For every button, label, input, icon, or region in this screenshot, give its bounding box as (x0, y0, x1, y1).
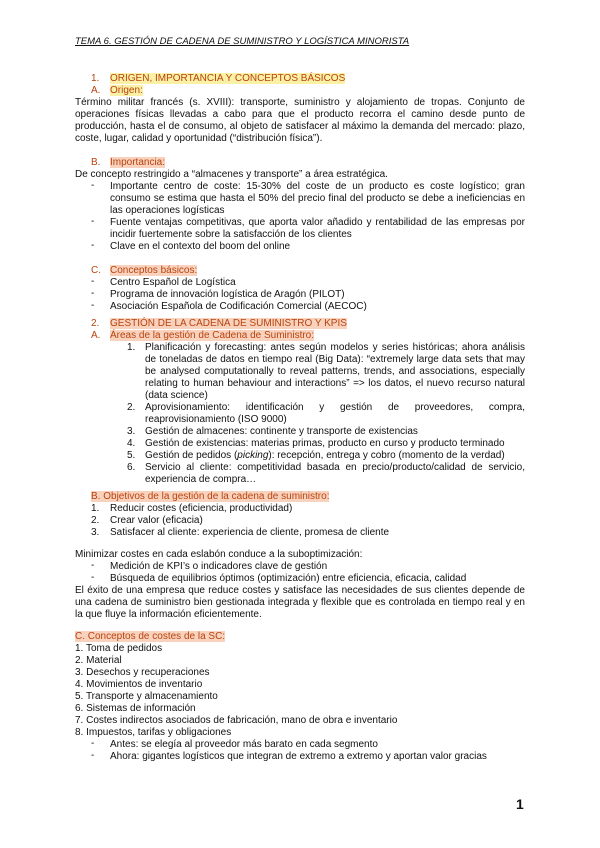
cost-item: 2. Material (75, 655, 122, 666)
area-line-picking: Gestión de pedidos (picking): recepción, entrega y cobro (momento de la verdad) (145, 450, 505, 461)
section-2-number: 2. (91, 318, 100, 329)
area-number: 4. (127, 438, 136, 449)
bullet-dash: - (91, 240, 95, 251)
cost-item: 1. Toma de pedidos (75, 643, 163, 654)
basic-concept-item: Programa de innovación logística de Aragón (PILOT) (110, 289, 345, 300)
cost-item: 7. Costes indirectos asociados de fabricación, mano de obra e inventario (75, 715, 398, 726)
objective-item: Satisfacer al cliente: experiencia de cliente, promesa de cliente (110, 527, 390, 538)
bullet-dash: - (91, 572, 95, 583)
area-number: 1. (127, 342, 136, 353)
area-number: 5. (127, 450, 136, 461)
importance-bullet-line: Importante centro de coste: 15-30% del coste de un producto es coste logístico; gran (110, 181, 525, 192)
section-2b-title: B. Objetivos de la gestión de la cadena de suministro: (91, 491, 330, 502)
area-line: Planificación y forecasting: antes según modelos y series históricas; ahora análisis (145, 342, 525, 353)
area-line: Gestión de existencias: materias primas, producto en curso y producto terminado (145, 438, 505, 449)
objective-item: Reducir costes (eficiencia, productividad) (110, 503, 293, 514)
bullet-dash: - (91, 180, 95, 191)
area-number: 2. (127, 402, 136, 413)
area-line: experiencia de compra… (145, 474, 257, 485)
bullet-dash: - (91, 738, 95, 749)
objective-item: Crear valor (eficacia) (110, 515, 203, 526)
cost-item: 8. Impuestos, tarifas y obligaciones (75, 727, 232, 738)
origin-line: Término militar francés (s. XVIII): transporte, suministro y alojamiento de tropas. Conjunto de (75, 97, 525, 108)
importance-intro: De concepto restringido a “almacenes y transporte” a área estratégica. (75, 169, 388, 180)
section-1-number: 1. (91, 73, 100, 84)
section-2a-title: Áreas de la gestión de Cadena de Suministro: (110, 330, 315, 341)
area-line: reaprovisionamiento (ISO 9000) (145, 414, 287, 425)
success-line: una cadena de suministro bien gestionada integrada y flexible que es controlada en tiempo real y en (75, 597, 525, 608)
page-header: TEMA 6. GESTIÓN DE CADENA DE SUMINISTRO Y LOGÍSTICA MINORISTA (75, 36, 410, 47)
section-2a-letter: A. (91, 330, 101, 341)
objective-number: 2. (91, 515, 100, 526)
section-1b-title: Importancia: (110, 157, 166, 168)
origin-line: producción, hasta el de consumo, al objeto de satisfacer al máximo la demanda del mercado: plazo, (75, 121, 525, 132)
bullet-dash: - (91, 276, 95, 287)
section-1a-letter: A. (91, 85, 101, 96)
cost-item: 6. Sistemas de información (75, 703, 196, 714)
importance-bullet-line: incidir fuertemente sobre la satisfacción de los clientes (110, 229, 352, 240)
suboptimization-bullet: Medición de KPI’s o indicadores clave de gestión (110, 561, 328, 572)
cost-bullet: Ahora: gigantes logísticos que integran de extremo a extremo y aportan valor gracias (110, 751, 487, 762)
area-line: Aprovisionamiento: identificación y gestión de proveedores, compra, (145, 402, 525, 413)
section-1a-title: Origen: (110, 85, 143, 96)
importance-bullet-line: Fuente ventajas competitivas, que aporta valor añadido y rentabilidad de las empresas por (110, 217, 525, 228)
success-line: la que fluye la información eficientemente. (75, 609, 262, 620)
section-1c-letter: C. (91, 265, 101, 276)
cost-item: 5. Transporte y almacenamiento (75, 691, 218, 702)
area-line: de toneladas de datos en tiempo real (Big Data): “extremely large data sets that may (145, 354, 525, 365)
section-2c-title: C. Conceptos de costes de la SC: (75, 631, 226, 642)
success-line: El éxito de una empresa que reduce costes y satisface las necesidades de sus clientes depende de (75, 585, 525, 596)
bullet-dash: - (91, 216, 95, 227)
bullet-dash: - (91, 300, 95, 311)
importance-bullet-line: Clave en el contexto del boom del online (110, 241, 291, 252)
area-line: (data science) (145, 390, 208, 401)
basic-concept-item: Asociación Española de Codificación Comercial (AECOC) (110, 301, 367, 312)
basic-concept-item: Centro Español de Logística (110, 277, 236, 288)
cost-item: 4. Movimientos de inventario (75, 679, 203, 690)
area-number: 3. (127, 426, 136, 437)
area-line: relating to human behaviour and interactions” => los datos, el nuevo recurso natural (145, 378, 525, 389)
origin-line: coste, lugar, calidad y oportunidad (“distribución física”). (75, 133, 323, 144)
suboptimization-intro: Minimizar costes en cada eslabón conduce a la suboptimización: (75, 549, 363, 560)
objective-number: 1. (91, 503, 100, 514)
suboptimization-bullet: Búsqueda de equilibrios óptimos (optimización) entre eficiencia, eficacia, calidad (110, 573, 467, 584)
section-1-title: ORIGEN, IMPORTANCIA Y CONCEPTOS BÁSICOS (110, 73, 346, 84)
page-number: 1 (516, 796, 524, 812)
area-number: 6. (127, 462, 136, 473)
area-line: Servicio al cliente: competitividad basada en precio/producto/calidad de servicio, (145, 462, 525, 473)
importance-bullet-line: las operaciones logísticas (110, 205, 225, 216)
area-line: be analysed computationally to reveal patterns, trends, and associations, especially (145, 366, 525, 377)
section-1c-title: Conceptos básicos: (110, 265, 198, 276)
bullet-dash: - (91, 288, 95, 299)
bullet-dash: - (91, 750, 95, 761)
cost-item: 3. Desechos y recuperaciones (75, 667, 210, 678)
section-1b-letter: B. (91, 157, 101, 168)
objective-number: 3. (91, 527, 100, 538)
origin-line: operaciones físicas llevadas a cabo para que el producto recorra el camino desde punto de (75, 109, 525, 120)
bullet-dash: - (91, 560, 95, 571)
importance-bullet-line: consumo se estima que hasta el 50% del precio final del producto se debe a ineficiencias en (110, 193, 525, 204)
area-line: Gestión de almacenes: continente y transporte de existencias (145, 426, 418, 437)
section-2-title: GESTIÓN DE LA CADENA DE SUMINISTRO Y KPIS (110, 318, 347, 329)
cost-bullet: Antes: se elegía al proveedor más barato en cada segmento (110, 739, 378, 750)
